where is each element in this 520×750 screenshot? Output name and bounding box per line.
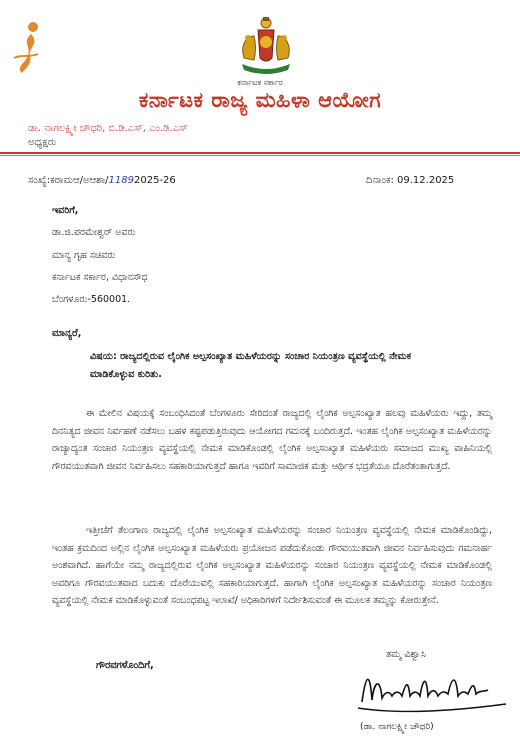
chairperson-name: ಡಾ. ನಾಗಲಕ್ಷ್ಮೀ ಚೌಧರಿ, ಬಿ.ಡಿ.ಎಸ್, ಎಂ.ಡಿ.ಎಸ್ [28, 123, 188, 134]
commission-logo-icon [10, 18, 44, 78]
signature [356, 662, 516, 718]
yours-faithfully: ತಮ್ಮ ವಿಶ್ವಾಸಿ [386, 649, 426, 660]
reference-suffix: 2025-26 [134, 175, 176, 186]
reference-number [28, 175, 176, 186]
chairperson-role: ಅಧ್ಯಕ್ಷರು [28, 137, 57, 148]
salutation: ಮಾನ್ಯರೆ, [52, 328, 82, 339]
body-paragraph: ಇತ್ತೀಚೆಗೆ ತೆಲಂಗಾಣ ರಾಜ್ಯದಲ್ಲಿ ಲೈಂಗಿಕ ಅಲ್ಪಸಂಖ್ಯಾತ ಮಹಿಳೆಯರನ್ನು ಸಂಚಾರ ನಿಯಂತ್ರಣ ವ್ಯವಸ್ಥೆಯಲ್ಲಿ ನೇಮಕ ಮಾಡಿಕೊಂಡಿದ್ದು, ಇಂತಹ ಕ್ರಮದಿಂದ ಅಲ್ಲಿನ ಲೈಂಗಿಕ ಅಲ್ಪಸಂಖ್ಯಾತ ಮಹಿಳೆಯರು ಪ್ರಯೋಜನ ಪಡೆದುಕೊಂಡು ಗೌರವಯುತವಾಗಿ ಜೀವನ ನಿರ್ವಹಿಸುವುದು ಗಮನಾರ್ಹ ಅಂಶವಾಗಿದೆ. ಹಾಗೆಯೇ ನಮ್ಮ ರಾಜ್ಯದಲ್ಲಿರುವ ಲೈಂಗಿಕ ಅಲ್ಪಸಂಖ್ಯಾತ ಮಹಿಳೆಯರನ್ನು ಸಂಚಾರ ನಿಯಂತ್ರಣ ವ್ಯವಸ್ಥೆಯಲ್ಲಿ ನೇಮಕ ಮಾಡಿಕೊಂಡಲ್ಲಿ ಅವರಿಗೂ ಗೌರವಯುತವಾದ ಬದುಕು ದೊರೆಯುವಲ್ಲಿ ಸಹಕಾರಿಯಾಗುತ್ತದೆ. ಹಾಗಾಗಿ ಲೈಂಗಿಕ ಅಲ್ಪಸಂಖ್ಯಾತ ಮಹಿಳೆಯರನ್ನು ಸಂಚಾರ ನಿಯಂತ್ರಣ ವ್ಯವಸ್ಥೆಯಲ್ಲಿ ನೇಮಕ ಮಾಡಿಕೊಳ್ಳುವಂತೆ ಸಂಬಂಧಪಟ್ಟ ಇಲಾಖೆ/ ಅಧಿಕಾರಿಗಳಿಗೆ ನಿರ್ದೇಶಿಸುವಂತೆ ಈ ಮೂಲಕ ತಮ್ಮನ್ನು ಕೋರುತ್ತೇನೆ. [52, 525, 492, 606]
address-line: ಬೆಂಗಳೂರು-560001. [52, 294, 131, 305]
body-paragraph: ಈ ಮೇಲಿನ ವಿಷಯಕ್ಕೆ ಸಂಬಂಧಿಸಿದಂತೆ ಬೆಂಗಳೂರು ಸೇರಿದಂತೆ ರಾಜ್ಯದಲ್ಲಿ ಲೈಂಗಿಕ ಅಲ್ಪಸಂಖ್ಯಾತ ಹಲವು ಮಹಿಳೆಯರು ಇದ್ದು, ತಮ್ಮ ದಿನನಿತ್ಯದ ಜೀವನ ನಿರ್ವಹಣೆ ನಡೆಸಲು ಬಹಳ ಕಷ್ಟಪಡುತ್ತಿರುವುದು ಆಯೋಗದ ಗಮನಕ್ಕೆ ಬಂದಿರುತ್ತದೆ. ಇಂತಹ ಲೈಂಗಿಕ ಅಲ್ಪಸಂಖ್ಯಾತ ಮಹಿಳೆಯರನ್ನು ರಾಜ್ಯಾದ್ಯಂತ ಸಂಚಾರ ನಿಯಂತ್ರಣ ವ್ಯವಸ್ಥೆಯಲ್ಲಿ ನೇಮಕ ಮಾಡಿಕೊಂಡಲ್ಲಿ ಲೈಂಗಿಕ ಅಲ್ಪಸಂಖ್ಯಾತ ಮಹಿಳೆಯರು ಸಮಾಜದ ಮುಖ್ಯ ವಾಹಿನಿಯಲ್ಲಿ ಗೌರವಯುತವಾಗಿ ಜೀವನ ನಿರ್ವಹಿಸಲು ಸಹಕಾರಿಯಾಗುತ್ತದೆ ಹಾಗೂ ಇವರಿಗೆ ಸಾಮಾಜಿಕ ಮತ್ತು ಆರ್ಥಿಕ ಭದ್ರತೆಯೂ ದೊರೆತಂತಾಗುತ್ತದೆ. [52, 408, 492, 472]
header-divider-secondary [0, 155, 520, 156]
address-line: ಕರ್ನಾಟಕ ಸರ್ಕಾರ, ವಿಧಾನಸೌಧ [52, 272, 148, 283]
address-line: ಮಾನ್ಯ ಗೃಹ ಸಚಿವರು [52, 250, 116, 261]
address-line: ಡಾ.ಜಿ.ಪರಮೇಶ್ವರ್ ಅವರು [52, 227, 136, 238]
subject-line: ವಿಷಯ: ರಾಜ್ಯದಲ್ಲಿರುವ ಲೈಂಗಿಕ ಅಲ್ಪಸಂಖ್ಯಾತ ಮಹಿಳೆಯರನ್ನು ಸಂಚಾರ ನಿಯಂತ್ರಣ ವ್ಯವಸ್ಥೆಯಲ್ಲಿ ನೇಮಕ ಮಾಡಿಕೊಳ್ಳುವ ಕುರಿತು. [90, 351, 412, 380]
letter-date: ದಿನಾಂಕ: 09.12.2025 [366, 175, 455, 186]
reference-handwritten-number: 1189 [108, 175, 134, 186]
reference-prefix: ಸಂಖ್ಯೆ:ಕರಾಮಆ/ಅಆಶಾ/ [28, 175, 109, 186]
closing-line: ಗೌರವಗಳೊಂದಿಗೆ, [96, 660, 154, 671]
address-line: ಇವರಿಗೆ, [52, 205, 79, 216]
organization-title: ಕರ್ನಾಟಕ ರಾಜ್ಯ ಮಹಿಳಾ ಆಯೋಗ [138, 88, 382, 112]
signatory-name: (ಡಾ. ನಾಗಲಕ್ಷ್ಮೀ ಚೌಧರಿ) [360, 722, 434, 732]
government-label: ಕರ್ನಾಟಕ ಸರ್ಕಾರ [237, 78, 283, 87]
karnataka-state-emblem-icon [238, 14, 294, 76]
header-divider [0, 152, 520, 154]
